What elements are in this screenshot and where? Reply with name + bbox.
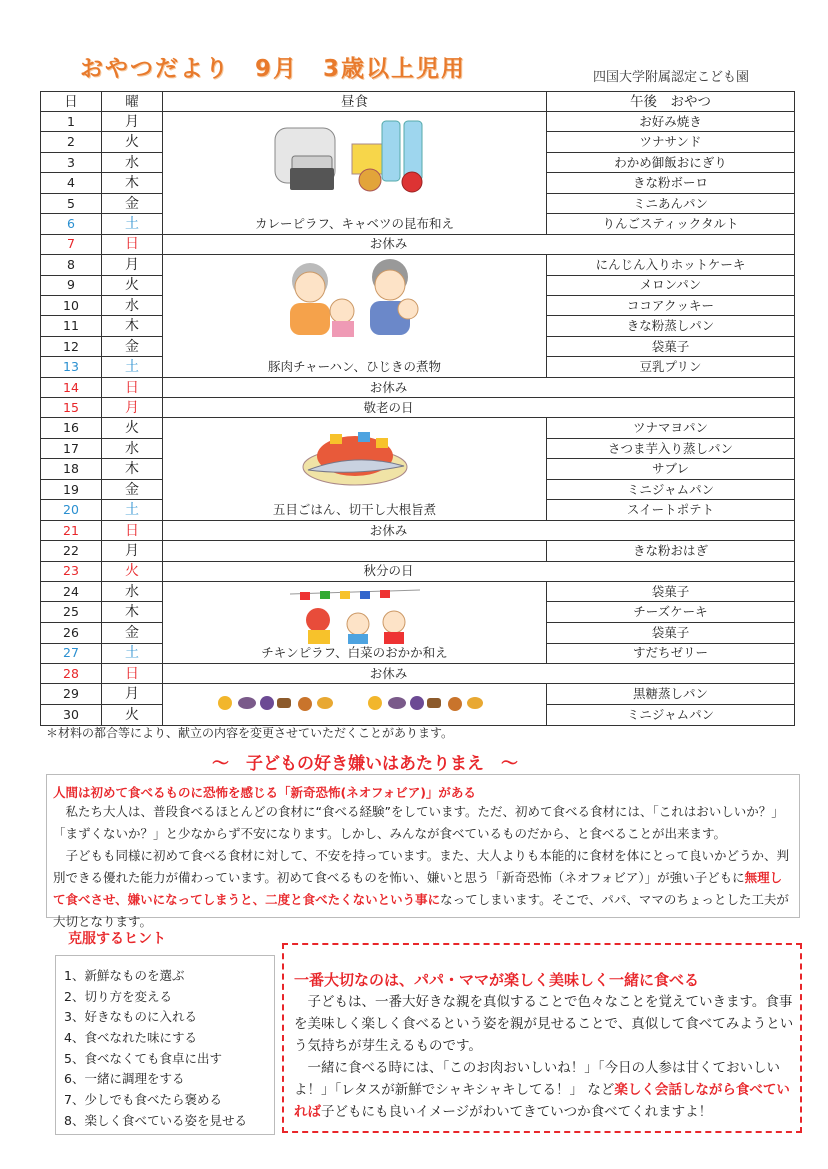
weekday-cell: 土 — [102, 500, 163, 521]
weekday-cell: 火 — [102, 418, 163, 439]
weekday-cell: 木 — [102, 459, 163, 480]
weekday-cell: 金 — [102, 622, 163, 643]
snack-cell: 黒糖蒸しパン — [547, 684, 795, 705]
page-title: おやつだより 9月 3歳以上児用 — [80, 56, 467, 82]
snack-cell: メロンパン — [547, 275, 795, 295]
weekday-cell: 月 — [102, 255, 163, 275]
lunch-menu-text: 五目ごはん、切干し大根旨煮 — [272, 501, 437, 517]
day-cell: 20 — [41, 500, 102, 521]
sports-day-illustration — [290, 586, 420, 651]
table-row — [41, 684, 795, 705]
neophobia-paragraph-2: 子どもも同様に初めて食べる食材に対して、不安を持っています。また、大人よりも本能的に食材を体にとって良いかどうか、判別できる優れた能力が備わっています。初めて食べるものを怖い、嫌いと思う「新奇恐怖（ネオフォビア）」が強い子どもに — [53, 848, 790, 885]
day-cell: 12 — [41, 336, 102, 356]
day-cell: 17 — [41, 438, 102, 459]
lunch-cell — [163, 581, 547, 663]
holiday-cell — [163, 377, 795, 397]
snack-cell: お好み焼き — [547, 112, 795, 132]
lunch-cell — [163, 112, 547, 235]
day-cell: 10 — [41, 296, 102, 316]
weekday-cell: 土 — [102, 214, 163, 235]
holiday-label: 敬老の日 — [363, 399, 414, 415]
hint-item: 1、新鮮なものを選ぶ — [64, 968, 185, 983]
weekday-cell: 水 — [102, 296, 163, 316]
holiday-cell — [163, 520, 795, 540]
weekday-cell: 火 — [102, 132, 163, 152]
saury-dish-illustration — [300, 422, 410, 497]
day-cell: 26 — [41, 622, 102, 643]
snack-cell: すだちゼリー — [547, 643, 795, 664]
holiday-label: お休み — [369, 522, 408, 538]
lunch-menu-text: チキンピラフ、白菜のおかか和え — [261, 645, 448, 661]
snack-cell: ツナサンド — [547, 132, 795, 152]
day-cell: 22 — [41, 541, 102, 561]
snack-cell: ココアクッキー — [547, 296, 795, 316]
weekday-cell: 日 — [102, 664, 163, 684]
holiday-label: 秋分の日 — [363, 563, 414, 579]
weekday-cell: 月 — [102, 684, 163, 705]
day-cell: 3 — [41, 152, 102, 172]
weekday-cell: 金 — [102, 193, 163, 213]
eat-together-emphasis: 楽しく会話しながら食べていれば — [294, 1082, 790, 1120]
col-header-dow: 曜 — [102, 92, 163, 112]
weekday-cell: 金 — [102, 336, 163, 356]
holiday-label: お休み — [369, 236, 408, 252]
lunch-cell — [163, 684, 547, 726]
day-cell: 30 — [41, 705, 102, 726]
day-cell: 28 — [41, 664, 102, 684]
hint-item: 7、少しでも食べたら褒める — [64, 1092, 222, 1108]
section-heading: ～ 子どもの好き嫌いはあたりまえ ～ — [212, 754, 518, 774]
day-cell: 27 — [41, 643, 102, 664]
weekday-cell: 土 — [102, 357, 163, 378]
holiday-cell — [163, 234, 795, 254]
day-cell: 13 — [41, 357, 102, 378]
table-row — [41, 520, 795, 540]
snack-cell: わかめ御飯おにぎり — [547, 152, 795, 172]
table-row — [41, 418, 795, 439]
neophobia-box — [46, 774, 800, 929]
holiday-cell — [163, 561, 795, 581]
snack-cell: きな粉蒸しパン — [547, 316, 795, 336]
change-note: ＊材料の都合等により、献立の内容を変更させていただくことがあります。 — [46, 726, 454, 740]
col-header-lunch: 昼食 — [163, 92, 547, 112]
hints-box — [55, 955, 275, 1135]
hint-item: 4、食べなれた味にする — [64, 1030, 197, 1046]
lunch-menu-text: カレーピラフ、キャベツの昆布和え — [254, 215, 454, 231]
table-row — [41, 112, 795, 132]
hint-item: 2、切り方を変える — [64, 988, 172, 1004]
day-cell: 15 — [41, 398, 102, 418]
day-cell: 21 — [41, 520, 102, 540]
day-cell: 4 — [41, 173, 102, 193]
weekday-cell: 水 — [102, 152, 163, 172]
snack-cell: ミニあんパン — [547, 193, 795, 213]
table-row — [41, 541, 795, 561]
snack-cell: ミニジャムパン — [547, 479, 795, 500]
table-row — [41, 377, 795, 397]
weekday-cell: 月 — [102, 112, 163, 132]
weekday-cell: 火 — [102, 561, 163, 581]
weekday-cell: 火 — [102, 705, 163, 726]
neophobia-paragraph-1: 私たち大人は、普段食べるほとんどの食材に“食べる経験”をしています。ただ、初めて食べる食材には、「これはおいしいか？」「まずくないか？」と少なからず不安になります。しかし、みんなが食べているものだから、と食べることが出来ます。 — [53, 804, 784, 841]
weekday-cell: 水 — [102, 438, 163, 459]
weekday-cell: 月 — [102, 398, 163, 418]
grandparents-illustration — [280, 259, 430, 344]
hint-item: 8、楽しく食べている姿を見せる — [64, 1112, 247, 1128]
hints-heading: 克服するヒント — [68, 931, 166, 947]
eat-together-text — [294, 991, 794, 1123]
col-header-day: 日 — [41, 92, 102, 112]
eat-together-heading: 一番大切なのは、パパ・ママが楽しく美味しく一緒に食べる — [294, 971, 700, 989]
day-cell: 16 — [41, 418, 102, 439]
weekday-cell: 日 — [102, 377, 163, 397]
snack-cell: 袋菓子 — [547, 622, 795, 643]
day-cell: 5 — [41, 193, 102, 213]
table-row — [41, 664, 795, 684]
weekday-cell: 火 — [102, 275, 163, 295]
weekday-cell: 金 — [102, 479, 163, 500]
table-row — [41, 561, 795, 581]
snack-cell: きな粉おはぎ — [547, 541, 795, 561]
table-row — [41, 255, 795, 275]
neophobia-emphasis: 無理して食べさせ、嫌いになってしまうと、二度と食べたくないという事に — [53, 870, 783, 907]
weekday-cell: 日 — [102, 520, 163, 540]
snack-menu-table — [40, 91, 795, 726]
day-cell: 6 — [41, 214, 102, 235]
weekday-cell: 日 — [102, 234, 163, 254]
day-cell: 11 — [41, 316, 102, 336]
snack-cell: さつま芋入り蒸しパン — [547, 438, 795, 459]
autumn-food-border-illustration — [215, 694, 495, 717]
lunch-cell — [163, 255, 547, 378]
day-cell: 8 — [41, 255, 102, 275]
weekday-cell: 土 — [102, 643, 163, 664]
snack-cell: 袋菓子 — [547, 336, 795, 356]
snack-cell: 豆乳プリン — [547, 357, 795, 378]
day-cell: 18 — [41, 459, 102, 480]
holiday-label: お休み — [369, 665, 408, 681]
snack-cell: スイートポテト — [547, 500, 795, 521]
weekday-cell: 木 — [102, 602, 163, 623]
snack-cell: ミニジャムパン — [547, 705, 795, 726]
disaster-supplies-illustration — [270, 116, 440, 201]
snack-cell: ツナマヨパン — [547, 418, 795, 439]
table-row — [41, 234, 795, 254]
day-cell: 7 — [41, 234, 102, 254]
school-name: 四国大学附属認定こども園 — [593, 70, 750, 85]
lunch-cell — [163, 418, 547, 521]
day-cell: 1 — [41, 112, 102, 132]
col-header-snack: 午後 おやつ — [547, 92, 795, 112]
snack-cell: りんごスティックタルト — [547, 214, 795, 235]
eat-together-box — [282, 943, 802, 1133]
day-cell: 9 — [41, 275, 102, 295]
day-cell: 24 — [41, 581, 102, 602]
table-row — [41, 398, 795, 418]
eat-together-paragraph-2: 一緒に食べる時には、「このお肉おいしいね！」「今日の人参は甘くておいしいよ！」「レタスが新鮮でシャキシャキしてる！」 など — [294, 1060, 780, 1098]
snack-cell: きな粉ボーロ — [547, 173, 795, 193]
day-cell: 2 — [41, 132, 102, 152]
day-cell: 19 — [41, 479, 102, 500]
holiday-cell — [163, 398, 795, 418]
day-cell: 29 — [41, 684, 102, 705]
day-cell: 25 — [41, 602, 102, 623]
holiday-label: お休み — [369, 379, 408, 395]
weekday-cell: 月 — [102, 541, 163, 561]
eat-together-paragraph-1: 子どもは、一番大好きな親を真似することで色々なことを覚えていきます。食事を美味しく楽しく食べるという姿を親が見せることで、真似して食べてみようという気持ちが芽生えるものです。 — [294, 994, 794, 1054]
snack-cell: にんじん入りホットケーキ — [547, 255, 795, 275]
weekday-cell: 木 — [102, 173, 163, 193]
snack-cell: チーズケーキ — [547, 602, 795, 623]
day-cell: 23 — [41, 561, 102, 581]
weekday-cell: 木 — [102, 316, 163, 336]
neophobia-paragraph-2-end: なってしまいます。そこで、パパ、ママのちょっとした工夫が大切となります。 — [53, 892, 789, 929]
snack-cell: サブレ — [547, 459, 795, 480]
neophobia-text — [53, 801, 793, 933]
table-row — [41, 581, 795, 602]
neophobia-heading: 人間は初めて食べるものに恐怖を感じる「新奇恐怖(ネオフォビア)」がある — [53, 785, 476, 800]
eat-together-paragraph-2-end: 子どもにも良いイメージがわいてきていつか食べてくれますよ！ — [321, 1104, 713, 1120]
day-cell: 14 — [41, 377, 102, 397]
hint-item: 3、好きなものに入れる — [64, 1009, 197, 1025]
lunch-menu-text: 豚肉チャーハン、ひじきの煮物 — [267, 358, 441, 374]
holiday-cell — [163, 664, 795, 684]
hint-item: 6、一緒に調理をする — [64, 1071, 185, 1087]
hint-item: 5、食べなくても食卓に出す — [64, 1050, 222, 1066]
lunch-cell — [163, 541, 547, 561]
snack-cell: 袋菓子 — [547, 581, 795, 602]
weekday-cell: 水 — [102, 581, 163, 602]
